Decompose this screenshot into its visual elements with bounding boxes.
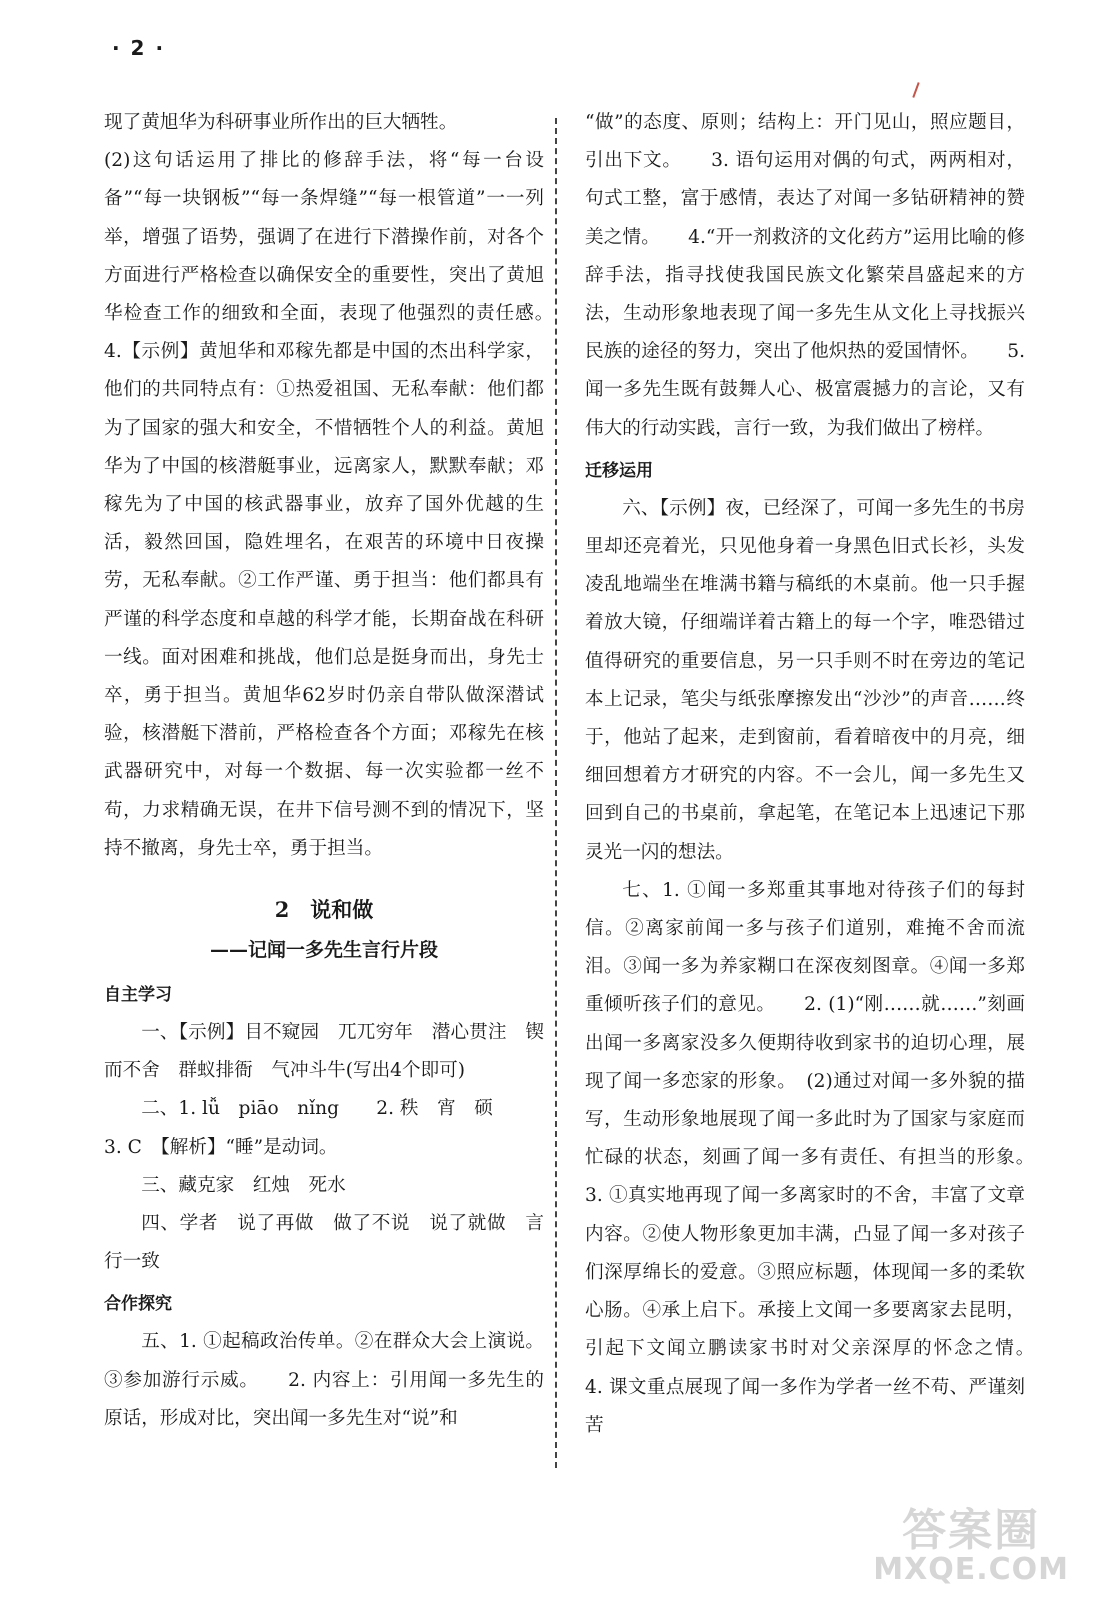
section-title: 2 说和做 xyxy=(274,897,374,923)
pen-mark xyxy=(912,82,919,98)
left-column xyxy=(104,104,582,1438)
answer-seven: 七、1. ①闻一多郑重其事地对待孩子们的每封信。②离家前闻一多与孩子们道别，难掩不舍而流泪。③闻一多为养家糊口在深夜刻图章。④闻一多郑重倾听孩子们的意见。 2. (1)“刚……就……”刻画出闻一多离家没多久便期待收到家书的迫切心理，展现了闻一多恋家的形象。 (2)通过对闻一多外貌的描写，生动形象地展现了闻一多此时为了国家与家庭而忙碌的状态，刻画了闻一多有责任、有担当的形象。 3. ①真实地再现了闻一多离家时的不舍，丰富了文章内容。②使人物形象更加丰满，凸显了闻一多对孩子们深厚绵长的爱意。③照应标题，体现闻一多的柔软心肠。④承上启下。承接上文闻一多要离家去昆明，引起下文闻立鹏读家书时对父亲深厚的怀念之情。 4. 课文重点展现了闻一多作为学者一丝不苟、严谨刻苦 xyxy=(585,879,1063,1436)
section-subtitle: ——记闻一多先生言行片段 xyxy=(209,939,438,962)
answer-q6: 五、1. ①起稿政治传单。②在群众大会上演说。③参加游行示威。 2. 内容上：引用闻一多先生的原话，形成对比，突出闻一多先生对“说”和 xyxy=(104,1331,544,1429)
answer-q4: 三、藏克家 红烛 死水 xyxy=(141,1174,346,1196)
heading-cooperative: 合作探究 xyxy=(104,1294,172,1315)
right-paragraph-1: “做”的态度、原则；结构上：开门见山，照应题目，引出下文。 3. 语句运用对偶的句式，两两相对，句式工整，富于感情，表达了对闻一多钻研精神的赞美之情。 4.“开一剂救济的文化药方”运用比喻的修辞手法，指寻找使我国民族文化繁荣昌盛起来的方法，生动形象地表现了闻一多先生从文化上寻找振兴民族的途径的努力，突出了他炽热的爱国情怀。 5. 闻一多先生既有鼓舞人心、极富震撼力的言论，又有伟大的行动实践，言行一致，为我们做出了榜样。 xyxy=(585,112,1025,439)
left-paragraph-2: (2)这句话运用了排比的修辞手法，将“每一台设备”“每一块钢板”“每一条焊缝”“每一根管道”一一列举，增强了语势，强调了在进行下潜操作前，对各个方面进行严格检查以确保安全的重要性，突出了黄旭华检查工作的细致和全面，表现了他强烈的责任感。 4.【示例】黄旭华和邓稼先都是中国的杰出科学家，他们的共同特点有：①热爱祖国、无私奉献：他们都为了国家的强大和安全，不惜牺牲个人的利益。黄旭华为了中国的核潜艇事业，远离家人，默默奉献；邓稼先为了中国的核武器事业，放弃了国外优越的生活，毅然回国，隐姓埋名，在艰苦的环境中日夜操劳，无私奉献。②工作严谨、勇于担当：他们都具有严谨的科学态度和卓越的科学才能，长期奋战在科研一线。面对困难和挑战，他们总是挺身而出，身先士卒，勇于担当。黄旭华62岁时仍亲自带队做深潜试验，核潜艇下潜前，严格检查各个方面；邓稼先在核武器研究中，对每一个数据、每一次实验都一丝不苟，力求精确无误，在井下信号测不到的情况下，坚持不撤离，身先士卒，勇于担当。 xyxy=(104,150,582,859)
answer-q3: 3. C 【解析】“睡”是动词。 xyxy=(104,1136,338,1158)
page-number: · 2 · xyxy=(112,36,166,60)
watermark-logo: 答案圈 xyxy=(902,1505,1041,1556)
answer-q2: 二、1. lǚ piāo nǐng 2. 秩 宵 硕 xyxy=(141,1098,493,1120)
column-divider xyxy=(555,118,557,1468)
left-paragraph-1: 现了黄旭华为科研事业所作出的巨大牺牲。 xyxy=(104,112,458,133)
answer-six: 六、【示例】夜，已经深了，可闻一多先生的书房里却还亮着光，只见他身着一身黑色旧式长衫，头发凌乱地端坐在堆满书籍与稿纸的木桌前。他一只手握着放大镜，仔细端详着古籍上的每一个字，唯恐错过值得研究的重要信息，另一只手则不时在旁边的笔记本上记录，笔尖与纸张摩擦发出“沙沙”的声音……终于，他站了起来，走到窗前，看着暗夜中的月亮，细细回想着方才研究的内容。不一会儿，闻一多先生又回到自己的书桌前，拿起笔，在笔记本上迅速记下那灵光一闪的想法。 xyxy=(585,497,1025,863)
answer-q1: 一、【示例】目不窥园 兀兀穷年 潜心贯注 锲而不舍 群蚁排衙 气冲斗牛(写出4个即可) xyxy=(104,1022,544,1082)
answer-q5: 四、学者 说了再做 做了不说 说了就做 言行一致 xyxy=(104,1213,544,1273)
heading-transfer: 迁移运用 xyxy=(585,460,653,481)
right-column xyxy=(585,104,1063,1445)
heading-self-study: 自主学习 xyxy=(104,985,172,1006)
watermark xyxy=(873,1505,1069,1587)
watermark-url: MXQE.COM xyxy=(873,1552,1069,1587)
